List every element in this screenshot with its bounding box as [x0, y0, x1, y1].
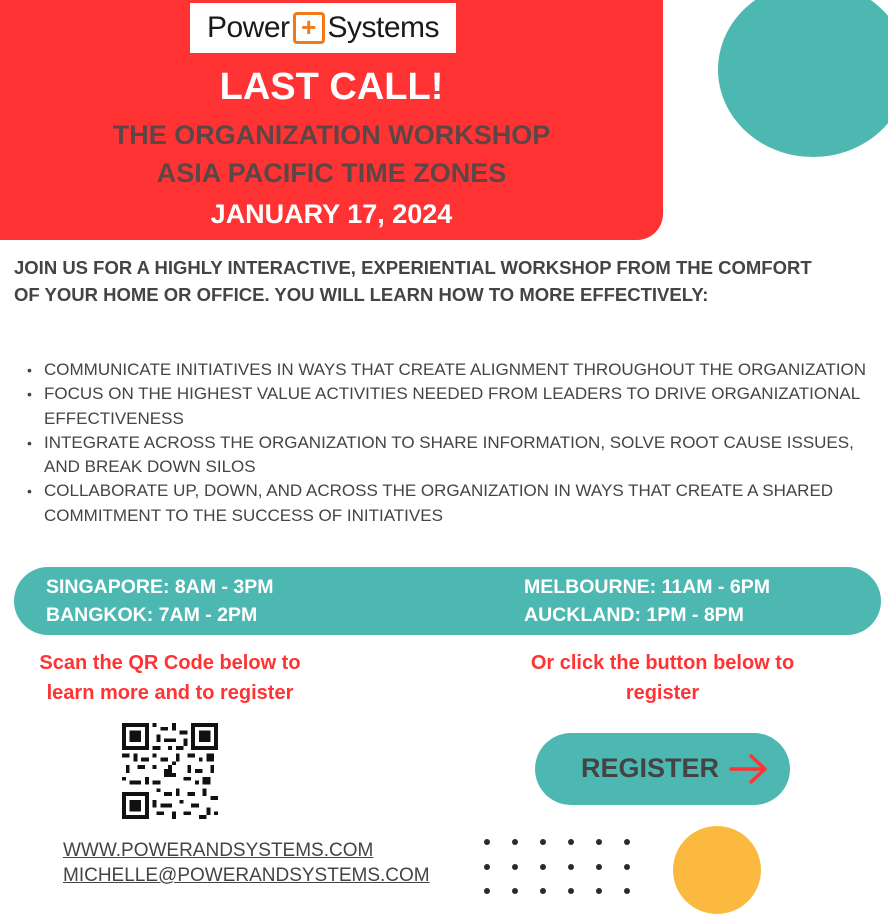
qr-instruction-line1: Scan the QR Code below to — [39, 652, 301, 674]
qr-instruction — [10, 648, 330, 708]
list-item: • INTEGRATE ACROSS THE ORGANIZATION TO SHARE INFORMATION, SOLVE ROOT CAUSE ISSUES, AND BREAK DOWN SILOS — [44, 431, 886, 480]
qr-code[interactable] — [122, 723, 218, 819]
yellow-circle-decoration — [673, 826, 761, 914]
workshop-title: THE ORGANIZATION WORKSHOP — [112, 120, 551, 150]
list-item: • FOCUS ON THE HIGHEST VALUE ACTIVITIES NEEDED FROM LEADERS TO DRIVE ORGANIZATIONAL EFFECTIVENESS — [44, 382, 886, 431]
button-instruction — [495, 648, 830, 708]
register-button[interactable] — [535, 733, 790, 805]
headline: LAST CALL! — [219, 66, 444, 108]
time-melbourne: MELBOURNE: 11AM - 6PM — [524, 576, 770, 598]
benefits-list — [44, 358, 886, 528]
time-bangkok: BANGKOK: 7AM - 2PM — [46, 604, 258, 626]
time-auckland: AUCKLAND: 1PM - 8PM — [524, 604, 744, 626]
button-instruction-line2: register — [625, 682, 700, 704]
time-zones-title: ASIA PACIFIC TIME ZONES — [156, 158, 507, 188]
logo-power: Power — [206, 11, 290, 44]
list-item: • COMMUNICATE INITIATIVES IN WAYS THAT CREATE ALIGNMENT THROUGHOUT THE ORGANIZATION — [44, 358, 886, 382]
time-schedule-band — [14, 567, 881, 635]
dot-grid-decoration — [481, 836, 641, 896]
website-link[interactable]: WWW.POWERANDSYSTEMS.COM — [63, 840, 374, 861]
intro-text: JOIN US FOR A HIGHLY INTERACTIVE, EXPERIENTIAL WORKSHOP FROM THE COMFORT OF YOUR HOME OR OFFICE. YOU WILL LEARN HOW TO MORE EFFECTIVELY: — [14, 257, 812, 305]
button-instruction-line1: Or click the button below to — [530, 652, 795, 674]
logo-plus-icon: + — [293, 12, 325, 44]
teal-circle-decoration — [718, 0, 888, 157]
power-systems-logo — [190, 3, 456, 53]
register-button-label: REGISTER — [581, 753, 720, 783]
email-link[interactable]: MICHELLE@POWERANDSYSTEMS.COM — [63, 865, 430, 886]
qr-instruction-line2: learn more and to register — [46, 682, 294, 704]
logo-systems: Systems — [327, 11, 440, 44]
list-item: • COLLABORATE UP, DOWN, AND ACROSS THE ORGANIZATION IN WAYS THAT CREATE A SHARED COMMITMENT TO THE SUCCESS OF INITIATIVES — [44, 479, 886, 528]
event-date: JANUARY 17, 2024 — [210, 199, 453, 229]
arrow-right-icon — [728, 752, 770, 786]
time-singapore: SINGAPORE: 8AM - 3PM — [46, 576, 274, 598]
